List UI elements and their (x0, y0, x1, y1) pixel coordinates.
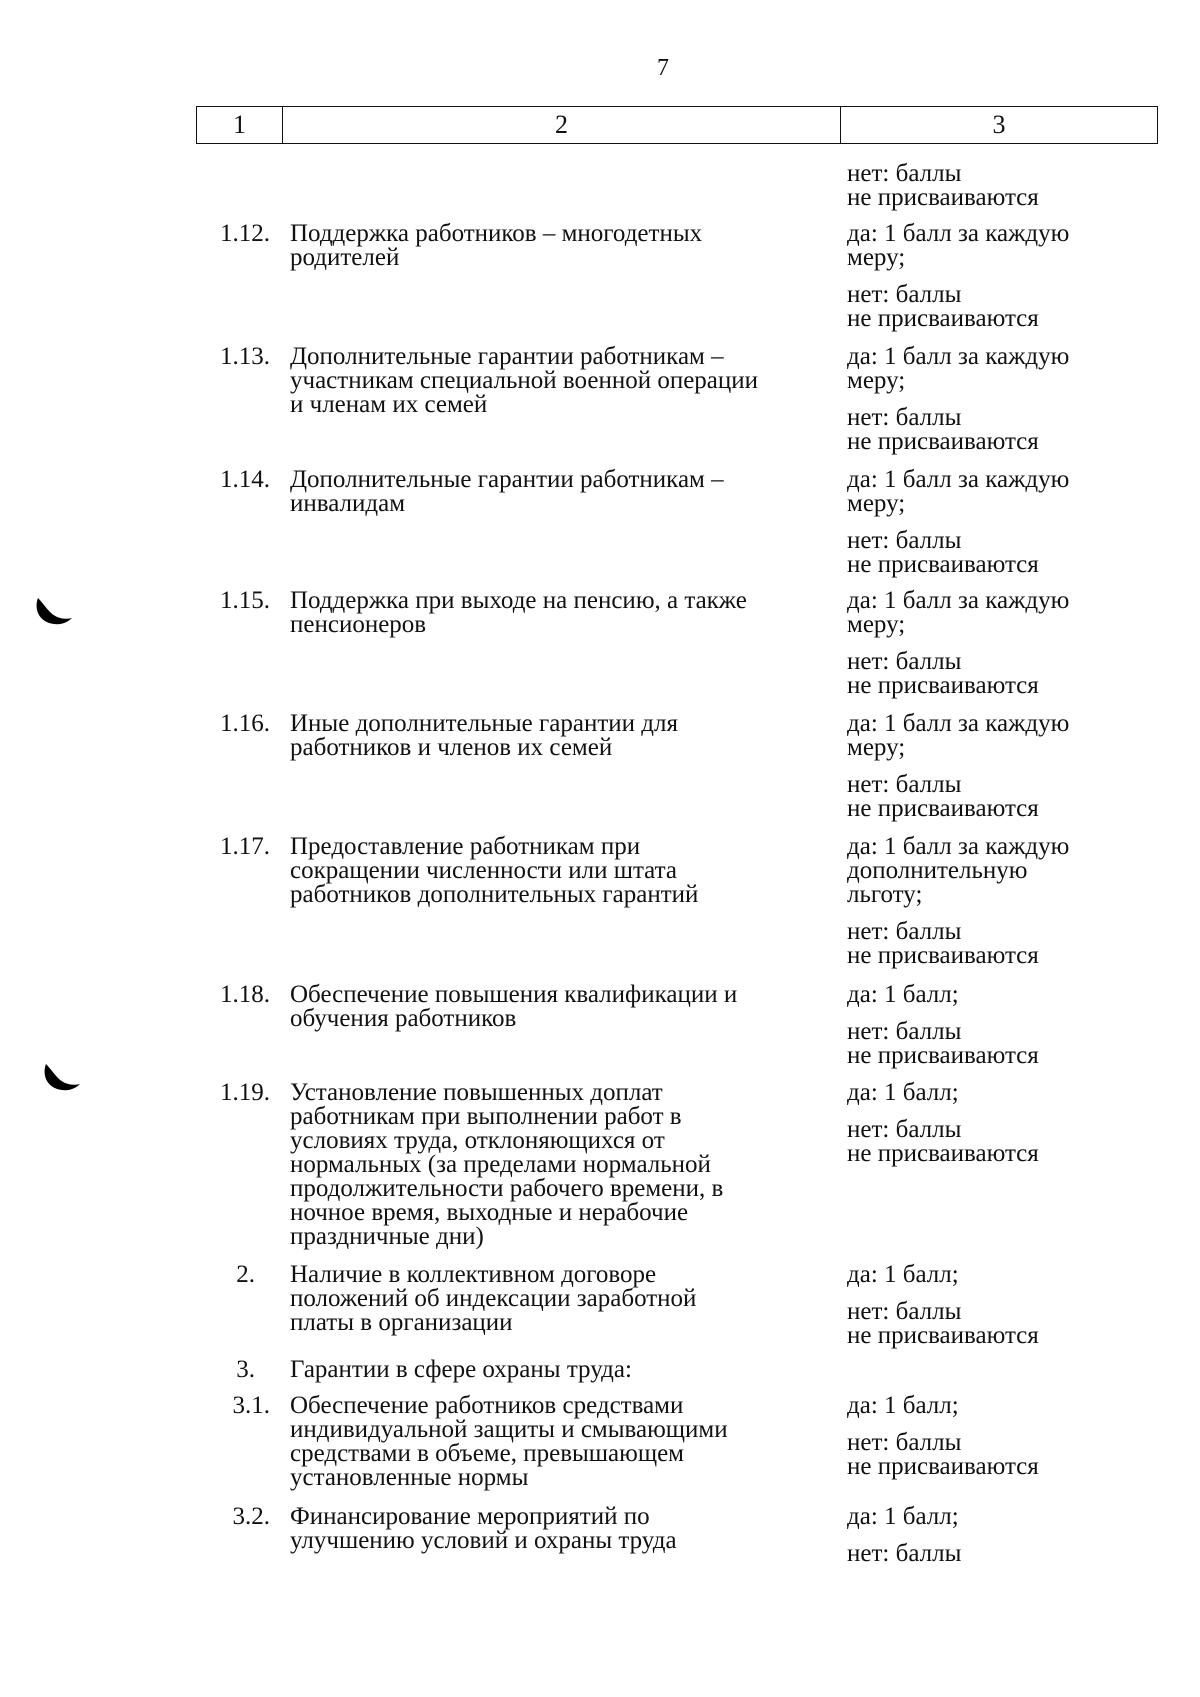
item-description (290, 1505, 830, 1553)
score-yes-line: да: 1 балл; (847, 1392, 959, 1419)
header-col-2: 2 (283, 107, 841, 143)
item-description (290, 1081, 830, 1249)
item-description (290, 835, 830, 907)
score-yes-line: да: 1 балл за каждую (847, 833, 1070, 860)
description-line: средствами в объеме, превышающем (290, 1440, 684, 1467)
score-yes-line: да: 1 балл за каждую (847, 466, 1070, 493)
item-number: 3.2. (232, 1503, 270, 1530)
item-description (290, 345, 830, 417)
score-no-line: нет: баллы (847, 648, 962, 675)
score-yes-line: да: 1 балл за каждую (847, 587, 1070, 614)
description-line: установленные нормы (290, 1464, 529, 1491)
item-number: 2. (236, 1261, 255, 1288)
score-cell (847, 835, 1167, 968)
table-header (196, 106, 1158, 144)
description-line: Поддержка при выходе на пенсию, а также (290, 587, 747, 614)
description-line: Предоставление работникам при (290, 833, 641, 860)
score-no-line: не присваиваются (847, 428, 1039, 455)
description-line: родителей (290, 244, 400, 271)
score-no-line: не присваиваются (847, 672, 1039, 699)
description-line: работникам при выполнении работ в (290, 1103, 682, 1130)
score-cell (847, 162, 1167, 210)
score-no-line: нет: баллы (847, 1018, 962, 1045)
score-no-line: не присваиваются (847, 942, 1039, 969)
description-line: участникам специальной военной операции (290, 367, 759, 394)
score-no-line: нет: баллы (847, 771, 962, 798)
description-line: продолжительности рабочего времени, в (290, 1175, 724, 1202)
item-description (290, 1394, 830, 1490)
header-col-3: 3 (992, 110, 1006, 139)
description-line: Иные дополнительные гарантии для (290, 710, 678, 737)
score-yes-line: да: 1 балл; (847, 981, 959, 1008)
score-yes-line: да: 1 балл за каждую (847, 710, 1070, 737)
score-yes-line: да: 1 балл за каждую (847, 220, 1070, 247)
item-description (290, 589, 830, 637)
description-line: ночное время, выходные и нерабочие (290, 1199, 689, 1226)
description-line: Обеспечение повышения квалификации и (290, 981, 738, 1008)
score-no-line: нет: баллы (847, 1116, 962, 1143)
item-description (290, 1263, 830, 1335)
scan-mark (32, 596, 72, 628)
description-line: положений об индексации заработной (290, 1285, 697, 1312)
score-no-line: не присваиваются (847, 1042, 1039, 1069)
description-line: праздничные дни) (290, 1223, 484, 1250)
item-number: 1.17. (220, 833, 270, 860)
score-yes-line: меру; (847, 611, 906, 638)
score-yes-line: льготу; (847, 881, 923, 908)
description-line: индивидуальной защиты и смывающими (290, 1416, 728, 1443)
score-cell (847, 712, 1167, 821)
item-number: 1.12. (220, 220, 270, 247)
score-cell (847, 345, 1167, 454)
score-line: нет: баллы (847, 160, 962, 187)
item-number: 1.13. (220, 343, 270, 370)
item-number: 1.18. (220, 981, 270, 1008)
description-line: улучшению условий и охраны труда (290, 1527, 677, 1554)
item-number: 1.16. (220, 710, 270, 737)
item-description (290, 712, 830, 760)
item-number: 1.14. (220, 466, 270, 493)
score-yes-line: меру; (847, 490, 906, 517)
description-line: условиях труда, отклоняющихся от (290, 1127, 665, 1154)
score-cell (847, 222, 1167, 331)
description-line: нормальных (за пределами нормальной (290, 1151, 711, 1178)
score-cell (847, 1081, 1167, 1166)
score-no-line: нет: баллы (847, 281, 962, 308)
score-no-line: не присваиваются (847, 795, 1039, 822)
description-line: Дополнительные гарантии работникам – (290, 466, 724, 493)
score-no-line: не присваиваются (847, 305, 1039, 332)
score-yes-line: да: 1 балл; (847, 1079, 959, 1106)
score-yes-line: меру; (847, 244, 906, 271)
score-cell (847, 468, 1167, 577)
scan-mark (40, 1062, 80, 1094)
description-line: Наличие в коллективном договоре (290, 1261, 657, 1288)
description-line: сокращении численности или штата (290, 857, 677, 884)
page-number: 7 (657, 55, 669, 81)
score-no-line: не присваиваются (847, 1140, 1039, 1167)
item-description (290, 468, 830, 516)
score-cell (847, 1394, 1167, 1479)
description-line: инвалидам (290, 490, 406, 517)
item-number: 1.15. (220, 587, 270, 614)
score-no-line: нет: баллы (847, 1298, 962, 1325)
header-col-1: 1 (197, 107, 283, 143)
score-cell (847, 1505, 1167, 1566)
description-line: Дополнительные гарантии работникам – (290, 343, 724, 370)
score-no-line: нет: баллы (847, 404, 962, 431)
description-line: Установление повышенных доплат (290, 1079, 663, 1106)
score-cell (847, 983, 1167, 1068)
description-line: Финансирование мероприятий по (290, 1503, 650, 1530)
description-line: обучения работников (290, 1005, 517, 1032)
score-yes-line: дополнительную (847, 857, 1028, 884)
score-no-line: не присваиваются (847, 1322, 1039, 1349)
score-no-line: нет: баллы (847, 1540, 962, 1567)
score-yes-line: да: 1 балл; (847, 1503, 959, 1530)
item-number: 1.19. (220, 1079, 270, 1106)
description-line: пенсионеров (290, 611, 427, 638)
score-no-line: нет: баллы (847, 918, 962, 945)
item-description (290, 1358, 830, 1382)
description-line: Обеспечение работников средствами (290, 1392, 684, 1419)
score-cell (847, 1263, 1167, 1348)
description-line: платы в организации (290, 1309, 513, 1336)
score-yes-line: меру; (847, 367, 906, 394)
description-line: работников и членов их семей (290, 734, 613, 761)
score-yes-line: да: 1 балл; (847, 1261, 959, 1288)
item-description (290, 983, 830, 1031)
item-number: 3. (236, 1356, 255, 1383)
score-no-line: нет: баллы (847, 1429, 962, 1456)
description-line: работников дополнительных гарантий (290, 881, 699, 908)
score-yes-line: меру; (847, 734, 906, 761)
description-line: Поддержка работников – многодетных (290, 220, 703, 247)
score-line: не присваиваются (847, 184, 1039, 211)
item-number: 3.1. (232, 1392, 270, 1419)
score-yes-line: да: 1 балл за каждую (847, 343, 1070, 370)
item-description (290, 222, 830, 270)
score-no-line: не присваиваются (847, 551, 1039, 578)
score-no-line: нет: баллы (847, 527, 962, 554)
score-cell (847, 589, 1167, 698)
description-line: Гарантии в сфере охраны труда: (290, 1356, 632, 1383)
description-line: и членам их семей (290, 391, 488, 418)
score-no-line: не присваиваются (847, 1453, 1039, 1480)
